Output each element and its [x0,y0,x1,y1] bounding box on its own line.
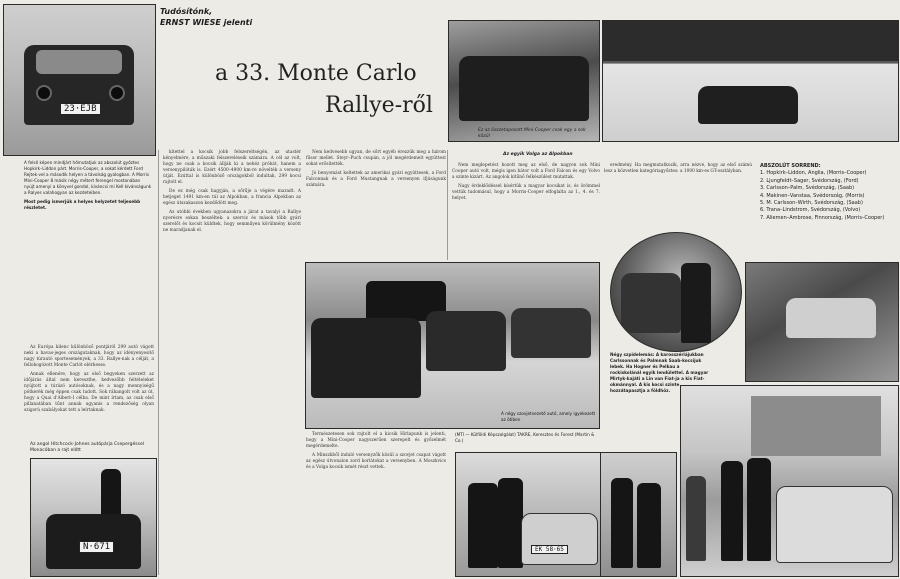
column-4-para-1: Nem meglepetést hozott meg az első, de nagyon sok Mini Cooper autó volt, mégis igen bátor volt a Ford Falcon és egy Volvo a szinte kizárt. Az angolok kitűnő felkészülést mutattak. [452,163,600,180]
article-title [215,58,433,122]
column-divider-2 [447,150,448,260]
spectator-figure [101,469,121,519]
column-2-para-2: De ez még csak hagyján, a sőrűje a végére maradt. A hetjeget 1491 km-en túl az Alpokban, a francia Alpokban az egész útszakaszon kezdődött meg. [163,189,301,206]
column-2-para-1: kitettel a kocsik jobb felszereltségén, az utastér kényelmére, a műszaki felszereléseik számára. A cél az volt, hogy ne csak a kocsik állják ki a nehéz próbát, hanem a versenypilóták is. Ezért 4500–4900 km-re növelték a verseny útját. Ezúttal is különböző országokból indultak, 299 kocsi rajtolt el. [163,150,301,185]
column-3-para-1: Nem kedvesebb ugyan, de sőrt egyéb érezzük meg a három fűsor mellet. Steyr–Puch csupán, a jól megérdemelt együttest sokat erősítették. [306,150,446,167]
photo-group-at-car [600,452,677,577]
photo-crashed-mini [448,20,600,142]
person-far-left [686,476,706,561]
spectator-car [521,513,598,565]
column-3-lower [306,432,446,474]
caption-parked-cars: A négy szovjetvezető autó, amely igyekezett az ötiben [501,411,596,422]
result-line-4: 4. Makinen–Vanstaa, Svédország, (Morris) [760,192,865,199]
caption-top-left [24,160,152,211]
result-line-6: 6. Trana–Lindstrom, Svédország, (Volvo) [760,207,861,214]
column-1-para-1: Az Európa kilenc különböző pontjáról 299 autó vágott neki a havas-jeges országutaknak, hogy az idényenyesítő nagy túrautó sportesemények, a 33. Rallye-nak a célját, a fellobogózott Monte Carlót elérhesse. [24,345,154,368]
column-4-para-2: Nagy érdeklődéssel kísértük a magyar kocsikat is, és örömmel vettük tudomásul, hogy a Morris-Cooper elfoglalta az 1., 4. és 7. helyet. [452,184,600,201]
column-3-para-4: A Minszkből induló versenyzők közül a szovjet csapat vágott az egész útvonalon zord korlátokat a versenyben. A Moszkvics és a Volga kocsik ismét részt vettek. [306,453,446,470]
column-2-para-3: Az utóbbi években ugyanazokra a járat a tavalyi a Rallye nyerésre sokan beszéltek: a szerviz és mások több gyári szerelőt és kocsit küldtek, hogy semmilyen körülmény között ne maradjanak el. [163,210,301,233]
title-line2: Rallye-ről [325,93,433,118]
caption-top-left-text: A felső képen mindjárt hőmutatjuk az abszolút győztes Hopkirk–Liddon párt. Morris-Cooper, a sokat kérdett Ford Rejtek-vel a második helyen a távolság gyalogban. A Morris Mini-Cooper 8 másik négy métert ferengel mostanában nyújt amenyi a könyvel gondol, kíváncsi mi Kell kívánságunk a Ralyes valahogyan az kezdeteiben. [24,160,152,195]
column-1 [24,345,154,417]
results-heading: ABSZOLÚT SORREND: [760,163,821,169]
column-4 [452,163,600,205]
result-line-1: 1. Hopkirk–Liddon, Anglia, (Morris–Cooper) [760,170,867,177]
person-left [721,461,743,561]
photo-spectators-car [455,452,602,577]
column-3 [306,150,446,192]
volga-car-3 [511,308,591,358]
building-silhouette [751,396,881,456]
saab-car [621,273,681,333]
volga-car-2 [426,311,506,371]
peugeot-car [776,486,893,563]
byline-line2: ERNST WIESE jelenti [160,18,253,27]
volga-car-1 [311,318,421,398]
car-plate-center: EK 58·65 [531,545,568,554]
photo-round-portrait [610,232,742,352]
mini-windshield [36,50,122,74]
volga-snow-car [698,86,798,124]
byline [160,6,252,28]
photo-mini-cooper-top [3,4,156,156]
column-3-para-2: Jó benyomást keltettek az amerikai gyári együttesek, a Ford Falconnak és a Ford Mustangnak a versenyen ifjúságunk számára. [306,171,446,188]
photo-parked-cars [305,262,600,429]
result-line-5: 5. M. Carlsson–Wirth, Svédország, (Saab) [760,200,863,207]
column-1-para-2: Annak ellenére, hogy az első begyeken szerzett az időjárás által nem keresztbe, kedvezőbb feltételeket nyújtott a túrázó autósoknak, és a nagy mennyiségű pótkerék még éppen csak tudott. Sok ráhangolt volt az út, hogy a Quai d'Albert-I célba. De mint írtam, az csak első pillanatában tűnt annak ugyanis a rendezőség olyan szigorú szabályokat tett a leírtaknak. [24,372,154,413]
column-5-para-1: eredmény. Ha megmutatkozik, arra nézve, hogy az első számú lesz a közvetlen kategóriagyőztes: a 1000 km-es GT-osztályban. [604,163,752,174]
mini-plate-top: 23·EJB [60,103,101,115]
result-line-7: 7. Aliemen–Ambrose, Finnország, (Morris–Cooper) [760,214,885,221]
caption-mid-bottom: (MTI — Külföldi Képszolgálat) TAKRE, Keresztes és Forest (Martin & Co.) [455,432,595,443]
tree-line [603,21,898,61]
column-5 [604,163,752,178]
photo-racetrack-car [745,262,899,382]
photo-mini-cooper-crowd [30,458,157,577]
result-line-3: 3. Carlsson–Palm, Svédország, (Saab) [760,185,855,192]
driver-figure [681,263,711,343]
title-line1: a 33. Monte Carlo [215,61,417,86]
woman-figure [468,483,498,568]
headlight-right [109,85,125,101]
column-3-para-3: Természetesen sok rajtolt el a kicsik Hírlapunk is jelenti, hogy a Mini-Cooper nagyszerűen szerepelt és győzelmét megérdemelte. [306,432,446,449]
crashed-car [459,56,589,121]
headlight-left [36,85,52,101]
mini-plate-bottom: N·671 [79,541,114,553]
caption-mini-crowd: Az angol Hitchcock-Johnes autópárja Csepergéssel Monacóban a rajt előtt [30,442,145,453]
column-divider-1 [158,150,159,575]
photo-monte-carlo-harbor [680,385,899,577]
man-figure [498,478,523,568]
caption-snow-car: Az egyik Volga az Alpokban [503,152,573,157]
results-list [760,163,895,222]
racetrack-car [786,298,876,338]
group-figure-1 [611,478,633,568]
caption-crash: Ez az összetaposott Mini-Cooper csak egy a sok közül [478,128,586,139]
result-line-2: 2. Ljungfeldt–Sager, Svédország, (Ford) [760,177,859,184]
byline-line1: Tudósítónk, [160,7,213,16]
person-right [747,458,771,561]
group-figure-2 [637,483,661,568]
column-2 [163,150,301,237]
caption-top-left-text2: Most pedig ismerjük a helyes helyzetet teljesebb részletet. [24,199,141,210]
caption-racetrack: Négy szpidelemás: A karosszériájukban Carlssonnak és Palmnak Saab-kocsijuk lebek. Ha Hogner és Pelkau a rockiskolánál egyik lendülettel. A magyar Mirtyk-kajáti a Lin van Fiat-ja a kis Fiat-okmánnyal. A kis kocsi szinte hozzátapasztja a földhöz. [610,352,709,393]
photo-snow-volga [602,20,899,142]
